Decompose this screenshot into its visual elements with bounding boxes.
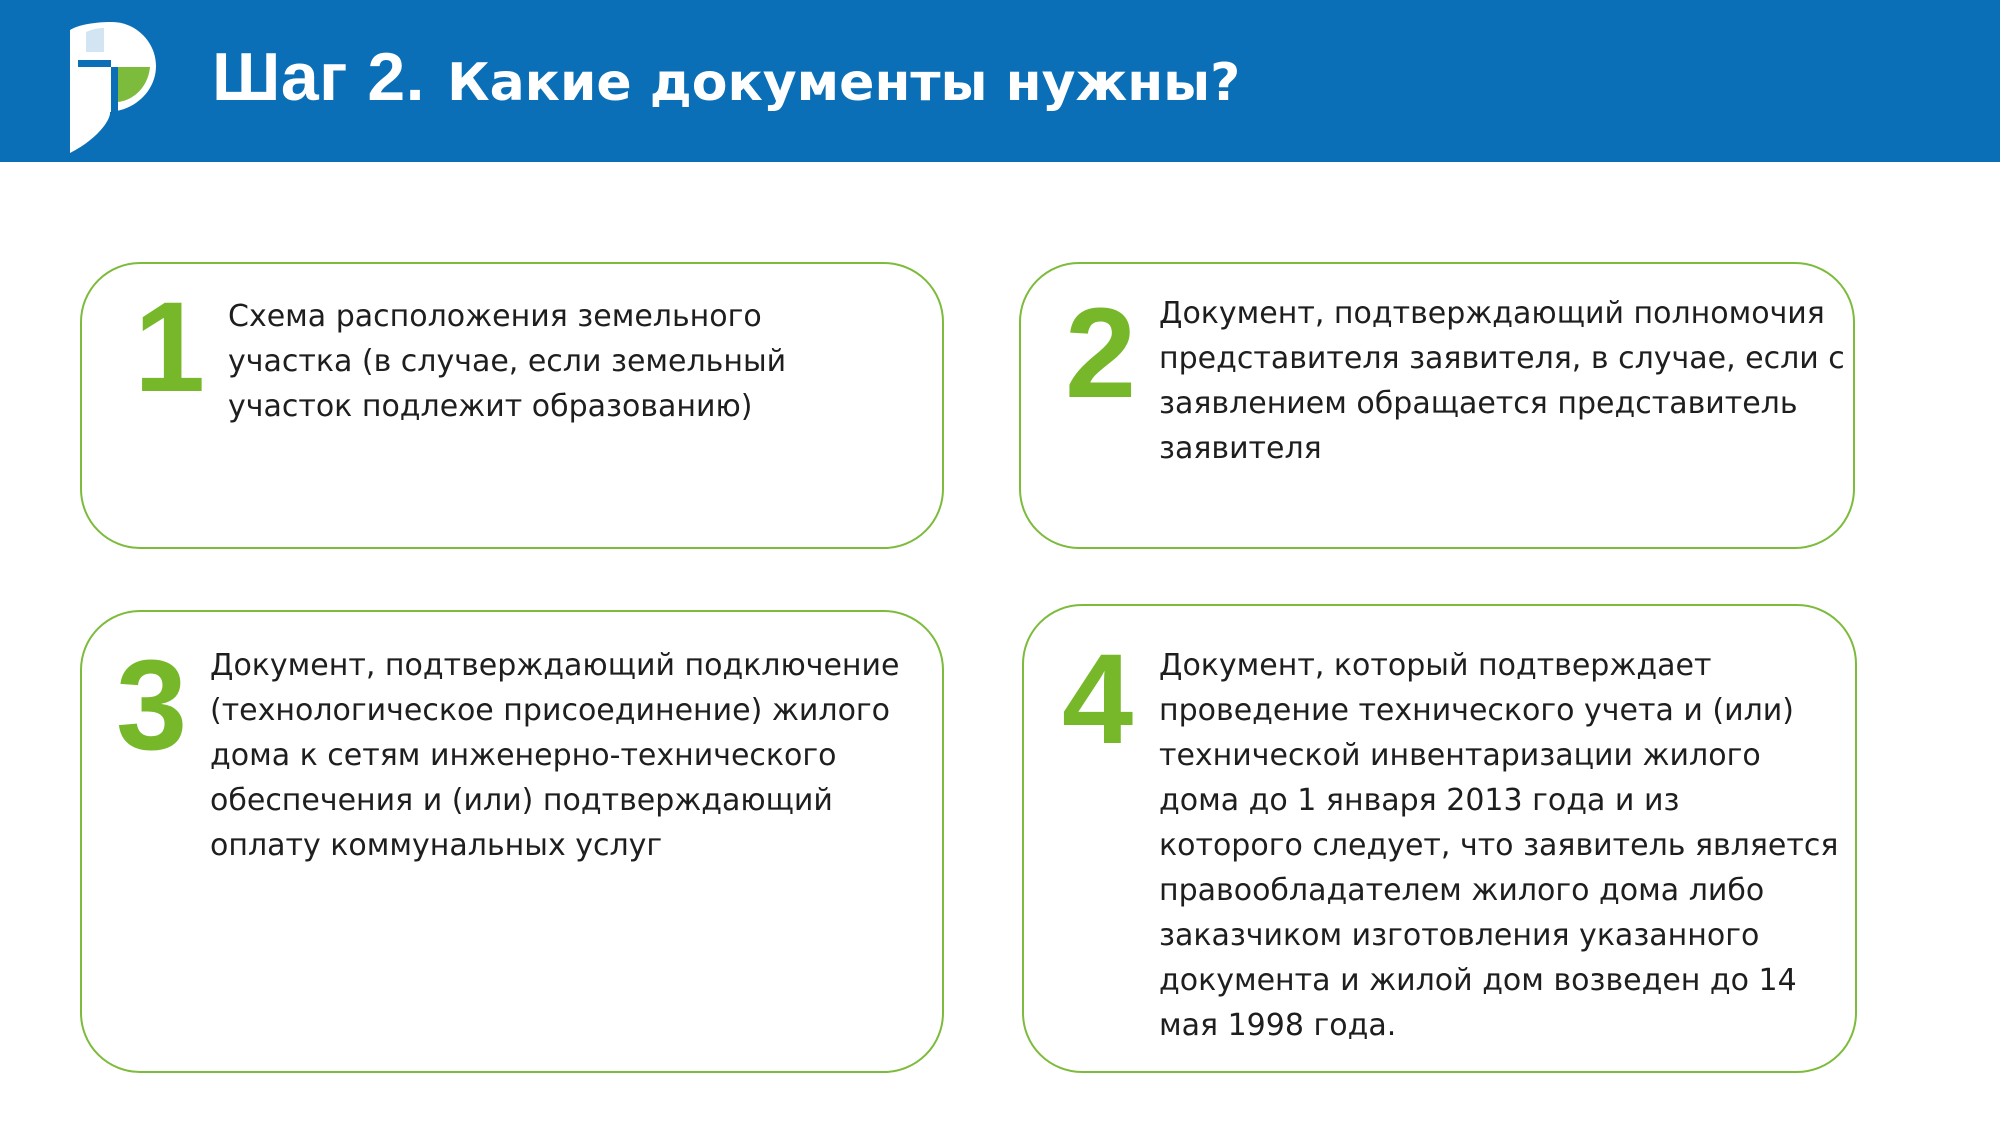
document-card-1	[80, 262, 944, 549]
card-number: 2	[1065, 282, 1137, 425]
rosreestr-logo-icon	[64, 22, 158, 153]
card-number: 1	[134, 276, 206, 419]
document-card-3	[80, 610, 944, 1073]
document-card-2	[1019, 262, 1855, 549]
document-card-4	[1022, 604, 1857, 1073]
card-text: Документ, который подтверждает проведение технического учета и (или) технической инвентаризации жилого дома до 1 января 2013 года и из которого следует, что заявитель является правообладателем жилого дома либо заказчиком изготовления указанного документа и жилой дом возведен до 14 мая 1998 года.	[1159, 648, 1839, 1043]
title-text: Какие документы нужны?	[447, 53, 1241, 113]
card-number: 4	[1062, 628, 1134, 771]
page-title	[212, 38, 1240, 128]
card-text: Документ, подтверждающий полномочия представителя заявителя, в случае, если с заявлением обращается представитель заявителя	[1159, 296, 1845, 466]
title-step: Шаг 2.	[212, 39, 426, 115]
header-bar	[0, 0, 2000, 162]
card-text: Документ, подтверждающий подключение (технологическое присоединение) жилого дома к сетям инженерно-технического обеспечения и (или) подтверждающий оплату коммунальных услуг	[210, 648, 900, 863]
card-text: Схема расположения земельного участка (в случае, если земельный участок подлежит образованию)	[228, 299, 787, 424]
card-number: 3	[116, 634, 188, 777]
